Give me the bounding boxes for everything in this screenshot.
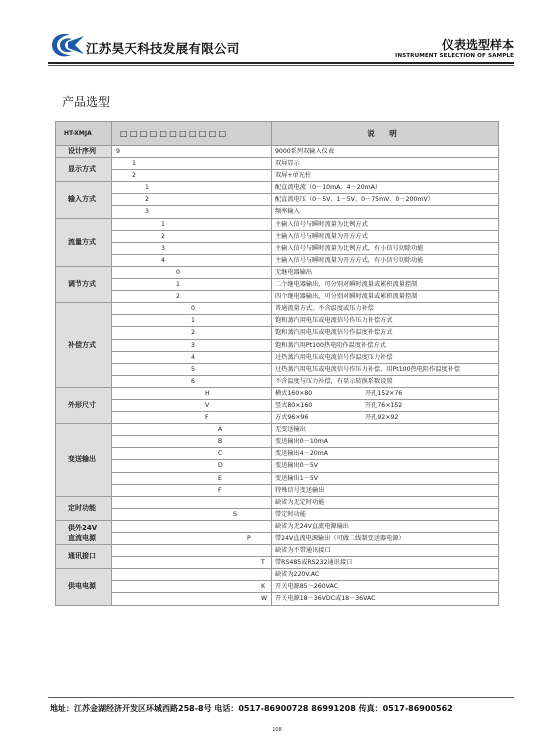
table-row [56, 303, 499, 315]
option-description: 主输入信号与瞬时流量为比例方式 [272, 218, 499, 230]
table-row [56, 375, 499, 387]
option-code [112, 520, 272, 532]
option-code: P [112, 533, 272, 545]
option-code: H [112, 387, 272, 399]
option-description: 主输入信号与瞬时流量为开方方式，有小信号切除功能 [272, 254, 499, 266]
category-cell: 供电电源 [56, 569, 112, 605]
table-row [56, 508, 499, 520]
table-row [56, 315, 499, 327]
option-code: 3 [112, 206, 272, 218]
category-cell: 变送输出 [56, 424, 112, 497]
option-code [112, 496, 272, 508]
option-code: D [112, 460, 272, 472]
company-name: 江苏昊天科技发展有限公司 [86, 41, 240, 56]
table-row [56, 266, 499, 278]
option-description [272, 387, 499, 399]
option-description: 饱和蒸汽用电压或电流信号作温度补偿方式 [272, 327, 499, 339]
option-code: 1 [112, 182, 272, 194]
option-description: 普通流量方式，不含温度或压力补偿 [272, 303, 499, 315]
category-cell: 设计序列 [56, 146, 112, 158]
size-text: 横式160×80 [275, 389, 313, 397]
table-row [56, 472, 499, 484]
option-code: 4 [112, 351, 272, 363]
table-row [56, 448, 499, 460]
option-code: 3 [112, 339, 272, 351]
model-code: HT-XMJA [56, 122, 112, 146]
header-divider [48, 62, 514, 64]
cutout-text: 开孔92×92 [365, 414, 399, 422]
option-code: S [112, 508, 272, 520]
option-description: 饱和蒸汽用Pt100热电阻作温度补偿方式 [272, 339, 499, 351]
table-row [56, 230, 499, 242]
option-description: 缺省为无24V直流电源输出 [272, 520, 499, 532]
category-line: 直流电源 [68, 533, 96, 542]
description-header: 说 明 [272, 122, 499, 146]
option-code: W [112, 593, 272, 605]
category-cell: 补偿方式 [56, 303, 112, 388]
table-row [56, 279, 499, 291]
option-code: T [112, 557, 272, 569]
cutout-text: 开孔76×152 [365, 401, 403, 409]
option-description: 不含温度与压力补偿，有显示转换系数设置 [272, 375, 499, 387]
category-line: 供外24V [68, 523, 98, 532]
option-code: C [112, 448, 272, 460]
option-description: 变送输出4－20mA [272, 448, 499, 460]
option-description: 无继电器输出 [272, 266, 499, 278]
option-code: F [112, 412, 272, 424]
category-cell: 外形尺寸 [56, 387, 112, 423]
cutout-text: 开孔152×76 [365, 389, 403, 397]
option-description: 四个继电器输出，可分别对瞬时流量或累积流量控制 [272, 291, 499, 303]
footer-divider [48, 697, 514, 698]
option-description: 开关电源85－260VAC [272, 581, 499, 593]
option-description: 缺省为不带通讯接口 [272, 545, 499, 557]
table-row [56, 351, 499, 363]
option-description: 开关电源18－36VDC或18－36VAC [272, 593, 499, 605]
option-description: 无变送输出 [272, 424, 499, 436]
table-row [56, 557, 499, 569]
company-logo-icon [48, 32, 88, 58]
category-cell: 定时功能 [56, 496, 112, 520]
size-text: 竖式80×160 [275, 401, 313, 409]
option-code: 2 [112, 230, 272, 242]
category-cell: 输入方式 [56, 182, 112, 218]
category-cell: 显示方式 [56, 158, 112, 182]
table-row [56, 254, 499, 266]
option-code: 9 [112, 146, 272, 158]
option-code: 2 [112, 170, 272, 182]
table-row [56, 533, 499, 545]
table-row [56, 363, 499, 375]
table-row [56, 412, 499, 424]
table-row [56, 545, 499, 557]
option-code: 1 [112, 279, 272, 291]
footer-address: 地址：江苏金湖经济开发区环城西路258-8号 电话：0517-86900728 86991208 传真：0517-86900562 [50, 704, 453, 713]
option-description: 配直流电压（0－5V、1－5V、0－75mV、0－200mV） [272, 194, 499, 206]
table-row [56, 242, 499, 254]
catalog-title-en: INSTRUMENT SELECTION OF SAMPLE [395, 53, 514, 59]
option-code: K [112, 581, 272, 593]
option-code: 1 [112, 218, 272, 230]
option-code: E [112, 472, 272, 484]
option-description: 主输入信号与瞬时流量为开方方式 [272, 230, 499, 242]
option-code: 4 [112, 254, 272, 266]
option-description: 过热蒸汽用电压或电流信号作压力补偿、用Pt100热电阻作温度补偿 [272, 363, 499, 375]
category-cell: 通讯接口 [56, 545, 112, 569]
option-code: 2 [112, 327, 272, 339]
catalog-title [395, 36, 514, 59]
option-description: 带24V直流电源输出（可做二线制变送器电源） [272, 533, 499, 545]
option-code: 5 [112, 363, 272, 375]
option-description: 9000系列双输入仪表 [272, 146, 499, 158]
option-code: 2 [112, 291, 272, 303]
option-description: 变送输出0－10mA [272, 436, 499, 448]
option-code: V [112, 399, 272, 411]
table-row [56, 170, 499, 182]
table-row [56, 520, 499, 532]
option-description: 二个继电器输出，可分别对瞬时流量或累积流量控制 [272, 279, 499, 291]
option-description [272, 412, 499, 424]
table-row [56, 496, 499, 508]
table-row [56, 339, 499, 351]
option-description: 带RS485或RS232通讯接口 [272, 557, 499, 569]
option-description: 变送输出1－5V [272, 472, 499, 484]
option-code: 3 [112, 242, 272, 254]
option-description: 主输入信号与瞬时流量为比例方式，有小信号切除功能 [272, 242, 499, 254]
option-description: 缺省为无定时功能 [272, 496, 499, 508]
option-code [112, 569, 272, 581]
header-divider-thin [48, 65, 514, 66]
table-row [56, 194, 499, 206]
option-code [112, 545, 272, 557]
option-description [272, 399, 499, 411]
option-code: 1 [112, 158, 272, 170]
option-code: 0 [112, 303, 272, 315]
table-row [56, 399, 499, 411]
category-cell: 调节方式 [56, 266, 112, 302]
option-description: 频率输入 [272, 206, 499, 218]
table-row [56, 387, 499, 399]
option-description: 过热蒸汽用电压或电流信号作温度压力补偿 [272, 351, 499, 363]
table-row [56, 581, 499, 593]
table-row [56, 182, 499, 194]
option-code: 1 [112, 315, 272, 327]
page-header [48, 30, 514, 60]
table-row [56, 291, 499, 303]
option-code: F [112, 484, 272, 496]
table-row [56, 593, 499, 605]
table-row [56, 158, 499, 170]
table-row [56, 327, 499, 339]
option-description: 配直流电流（0－10mA、4－20mA） [272, 182, 499, 194]
option-code: A [112, 424, 272, 436]
table-row [56, 424, 499, 436]
option-description: 双屏+单光柱 [272, 170, 499, 182]
table-row [56, 569, 499, 581]
table-row [56, 460, 499, 472]
option-code: 0 [112, 266, 272, 278]
page-number: 108 [272, 727, 282, 733]
option-description: 特殊信号变送输出 [272, 484, 499, 496]
selection-table [55, 121, 499, 606]
option-description: 变送输出0－5V [272, 460, 499, 472]
option-description: 饱和蒸汽用电压或电流信号作压力补偿方式 [272, 315, 499, 327]
category-cell [56, 520, 112, 544]
table-row [56, 218, 499, 230]
option-description: 双屏显示 [272, 158, 499, 170]
option-description: 缺省为220V.AC [272, 569, 499, 581]
option-code: B [112, 436, 272, 448]
option-code: 6 [112, 375, 272, 387]
size-text: 方式96×96 [275, 414, 309, 422]
table-row [56, 146, 499, 158]
section-title: 产品选型 [62, 95, 111, 109]
table-header-row [56, 122, 499, 146]
table-row [56, 436, 499, 448]
code-placeholder-boxes: □□□□□□□□□□□ [112, 122, 272, 146]
table-row [56, 206, 499, 218]
option-description: 带定时功能 [272, 508, 499, 520]
option-code: 2 [112, 194, 272, 206]
table-row [56, 484, 499, 496]
catalog-title-cn: 仪表选型样本 [441, 38, 514, 52]
category-cell: 流量方式 [56, 218, 112, 266]
